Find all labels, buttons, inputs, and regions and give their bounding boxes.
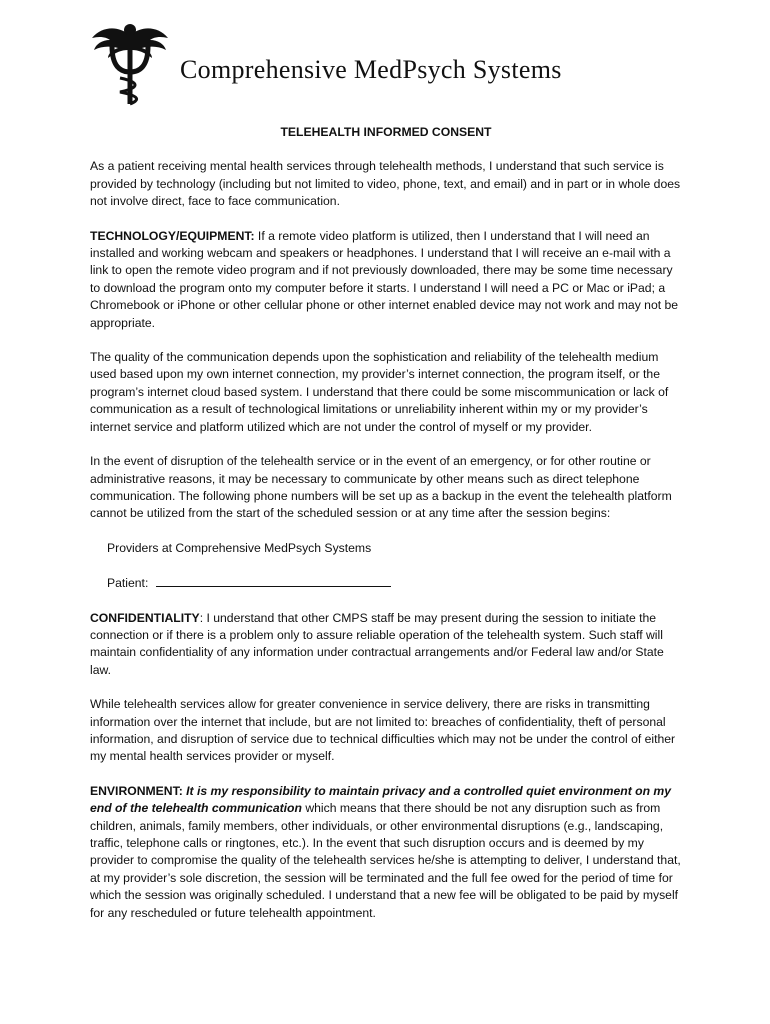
confidentiality-text: : I understand that other CMPS staff be may present during the session to initiate the connection or if there is a problem only to assure reliable operation of the telehealth system. Such staff will maintain confidentiality of any information under contractual arrangements and/or Federal law and/or State law. [90, 610, 664, 677]
environment-heading: ENVIRONMENT: [90, 783, 183, 798]
quality-paragraph: The quality of the communication depends upon the sophistication and reliability of the telehealth medium used based upon my own internet connection, my provider’s internet connection, the program itself, or the program’s internet cloud based system. I understand that there could be some miscommunication or lack of communication as a result of technological limitations or unreliability inherent within my or my provider’s internet service and platform utilized which are not under the control of myself or my provider. [90, 350, 669, 434]
patient-label: Patient: [107, 576, 149, 591]
disruption-paragraph: In the event of disruption of the telehealth service or in the event of an emergency, or for other routine or administrative reasons, it may be necessary to communicate by other means such as direct telephone communication. The following phone numbers will be set up as a backup in the event the telehealth platform cannot be utilized from the start of the scheduled session or at any time after the session begins: [90, 454, 672, 521]
environment-paragraph [90, 783, 682, 922]
company-name: Comprehensive MedPsych Systems [180, 55, 562, 84]
patient-line [90, 574, 682, 592]
technology-text: If a remote video platform is utilized, then I understand that I will need an installed and working webcam and speakers or headphones. I understand that I will receive an e-mail with a link to open the remote video program and if not previously downloaded, there may be some time necessary to download the program onto my computer before it starts. I understand I will need a PC or Mac or iPad; a Chromebook or iPhone or other cellular phone or other internet enabled device may not work and may not be appropriate. [90, 228, 679, 330]
confidentiality-heading: CONFIDENTIALITY [90, 610, 200, 625]
risks-paragraph: While telehealth services allow for greater convenience in service delivery, there are risks in transmitting information over the internet that include, but are not limited to: breaches of confidentiality, theft of personal information, and disruption of service due to technical difficulties which may not be under the control of either my mental health services provider or myself. [90, 697, 676, 764]
technology-paragraph [90, 228, 682, 332]
technology-heading: TECHNOLOGY/EQUIPMENT: [90, 228, 255, 243]
intro-paragraph: As a patient receiving mental health services through telehealth methods, I understand that such service is provided by technology (including but not limited to video, phone, text, and email) and in part or in whole does not involve direct, face to face communication. [90, 159, 681, 209]
environment-text: which means that there should be not any disruption such as from children, animals, family members, other individuals, or other environmental disruptions (e.g., landscaping, traffic, telephone calls or ringtones, etc.). In the event that such disruption occurs and is deemed by my provider to compromise the quality of the telehealth services he/she is attempting to deliver, I understand that, at my provider’s sole discretion, the session will be terminated and the full fee owed for the period of time for which the session was originally scheduled. I understand that a new fee will be obligated to be paid by myself for any rescheduled or future telehealth appointment. [90, 801, 681, 920]
document-body [90, 124, 682, 939]
caduceus-psi-icon [90, 20, 170, 106]
patient-phone-blank[interactable] [156, 574, 391, 587]
environment-emphasis: It is my responsibility to maintain privacy and a controlled quiet environment on my end of the telehealth communication [90, 783, 672, 816]
providers-line: Providers at Comprehensive MedPsych Systems [107, 540, 372, 555]
confidentiality-paragraph [90, 610, 682, 680]
document-title: TELEHEALTH INFORMED CONSENT [280, 125, 492, 139]
